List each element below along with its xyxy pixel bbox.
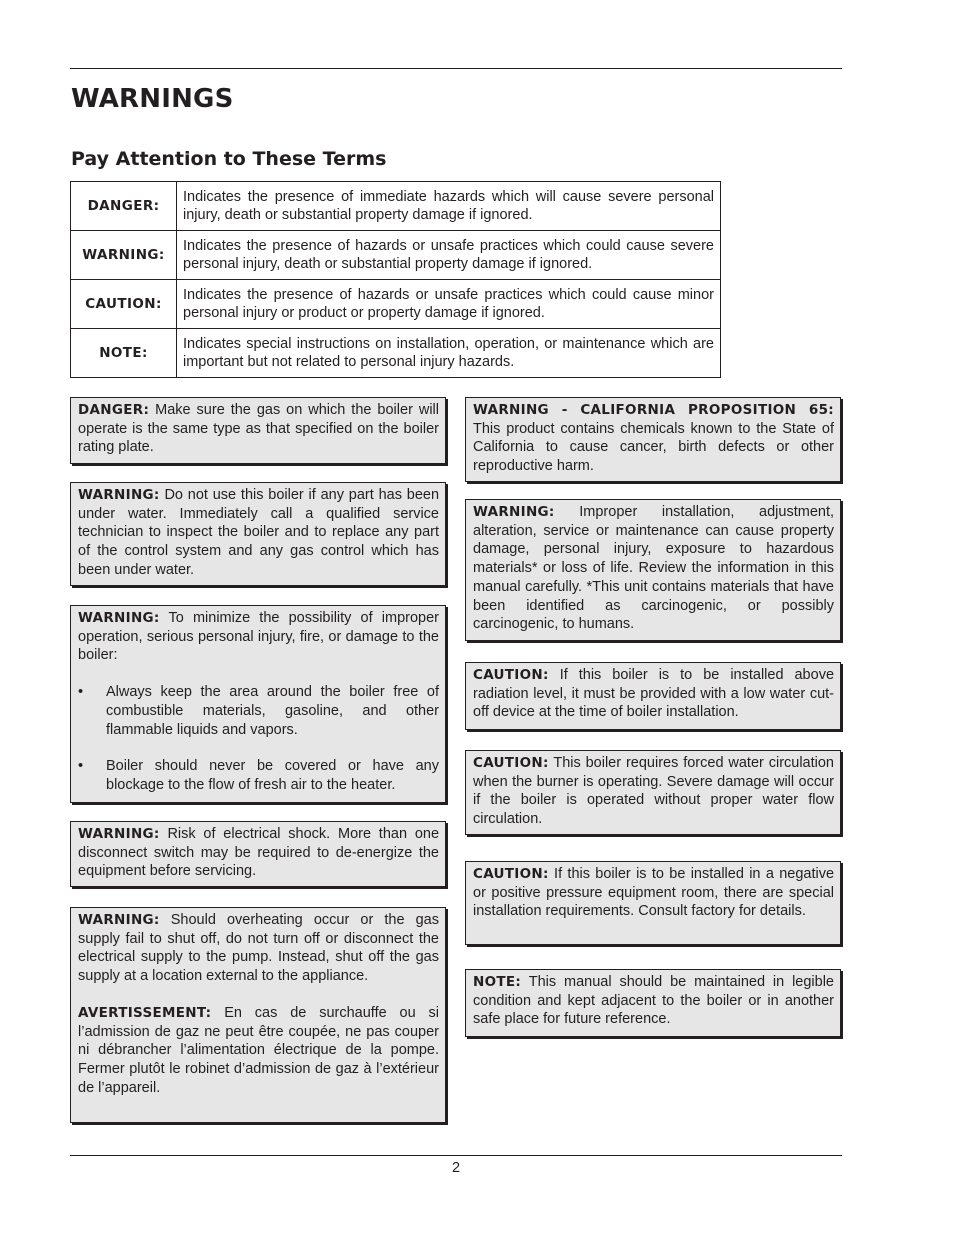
list-item xyxy=(78,683,439,739)
bottom-rule xyxy=(70,1155,842,1156)
term-note: NOTE: xyxy=(71,329,177,378)
page-number: 2 xyxy=(451,1160,461,1176)
caution-circulation-box xyxy=(465,750,841,835)
table-row xyxy=(71,182,721,231)
caution-radiation-box xyxy=(465,662,841,730)
terms-table xyxy=(70,181,721,378)
box-text: To minimize the possibility of improper operation, serious personal injury, fire, or damage to the boiler: xyxy=(78,610,439,664)
box-label: CAUTION: xyxy=(473,667,549,683)
table-row xyxy=(71,280,721,329)
warning-water-box xyxy=(70,482,446,586)
warning-install-box xyxy=(465,499,841,641)
list-item xyxy=(78,757,439,794)
box-text: Make sure the gas on which the boiler will operate is the same type as that specified on the boiler rating plate. xyxy=(78,402,439,456)
box-label: CAUTION: xyxy=(473,866,549,882)
box-text: This product contains chemicals known to the State of California to cause cancer, birth defects or other reproductive harm. xyxy=(473,420,834,475)
box-label: WARNING - CALIFORNIA PROPOSITION 65: xyxy=(473,402,834,418)
table-row xyxy=(71,231,721,280)
term-caution: CAUTION: xyxy=(71,280,177,329)
term-definition: Indicates the presence of immediate hazards which will cause severe personal injury, death or substantial property damage if ignored. xyxy=(177,182,721,231)
box-text: If this boiler is to be installed above radiation level, it must be provided with a low water cut-off device at the time of boiler installation. xyxy=(473,667,835,721)
caution-pressure-box xyxy=(465,861,841,945)
box-label: CAUTION: xyxy=(473,755,549,771)
box-text: Should overheating occur or the gas supply fail to shut off, do not turn off or disconnect the electrical supply to the pump. Instead, shut off the gas supply at a location external to the appliance. xyxy=(78,912,439,985)
prop65-box xyxy=(465,397,841,482)
term-definition: Indicates the presence of hazards or unsafe practices which could cause minor personal injury or product or property damage if ignored. xyxy=(177,280,721,329)
danger-gas-box xyxy=(70,397,446,464)
box-label-french: AVERTISSEMENT: xyxy=(78,1004,212,1021)
warning-overheat-box xyxy=(70,907,446,1123)
box-text-french: En cas de surchauffe ou si l’admission de gaz ne peut être coupée, ne pas couper ni débrancher l’alimentation électrique de la pompe. Fermer plutôt le robinet d’admission de gaz à l’extérieur de l’appareil. xyxy=(78,1004,439,1096)
box-label: WARNING: xyxy=(78,610,160,626)
page-title: WARNINGS xyxy=(71,84,234,114)
box-text: Risk of electrical shock. More than one disconnect switch may be required to de-energize the equipment before servicing. xyxy=(78,826,440,880)
warning-shock-box xyxy=(70,821,446,887)
box-text: This manual should be maintained in legible condition and kept adjacent to the boiler or in another safe place for future reference. xyxy=(473,974,834,1028)
note-manual-box xyxy=(465,969,841,1037)
bullet-list xyxy=(78,683,439,795)
top-rule xyxy=(70,68,842,69)
box-label: WARNING: xyxy=(78,826,160,842)
bullet-icon: • xyxy=(78,684,84,701)
box-text: Do not use this boiler if any part has been under water. Immediately call a qualified service technician to inspect the boiler and to replace any part of the control system and any gas control which has been under water. xyxy=(78,487,440,578)
term-definition: Indicates special instructions on installation, operation, or maintenance which are important but not related to personal injury hazards. xyxy=(177,329,721,378)
term-danger: DANGER: xyxy=(71,182,177,231)
bullet-icon: • xyxy=(78,758,84,775)
list-item-text: Always keep the area around the boiler free of combustible materials, gasoline, and other flammable liquids and vapors. xyxy=(106,684,439,738)
box-label: DANGER: xyxy=(78,402,150,418)
box-text: This boiler requires forced water circulation when the burner is operating. Severe damage will occur if the boiler is operated without proper water flow circulation. xyxy=(473,755,834,828)
warning-fire-box xyxy=(70,605,446,803)
box-text: If this boiler is to be installed in a negative or positive pressure equipment room, there are special installation requirements. Consult factory for details. xyxy=(473,866,835,920)
box-label: WARNING: xyxy=(78,487,160,503)
box-label: NOTE: xyxy=(473,974,522,990)
box-label: WARNING: xyxy=(78,912,160,928)
list-item-text: Boiler should never be covered or have any blockage to the flow of fresh air to the heater. xyxy=(106,758,439,793)
term-definition: Indicates the presence of hazards or unsafe practices which could cause severe personal injury, death or substantial property damage if ignored. xyxy=(177,231,721,280)
table-row xyxy=(71,329,721,378)
term-warning: WARNING: xyxy=(71,231,177,280)
box-label: WARNING: xyxy=(473,504,555,520)
section-heading: Pay Attention to These Terms xyxy=(71,148,387,170)
box-text: Improper installation, adjustment, alteration, service or maintenance can cause property damage, personal injury, exposure to hazardous materials* or loss of life. Review the information in this manual carefully. *This unit contains materials that have been identified as carcinogenic, or possibly carcinogenic, to humans. xyxy=(473,504,835,633)
